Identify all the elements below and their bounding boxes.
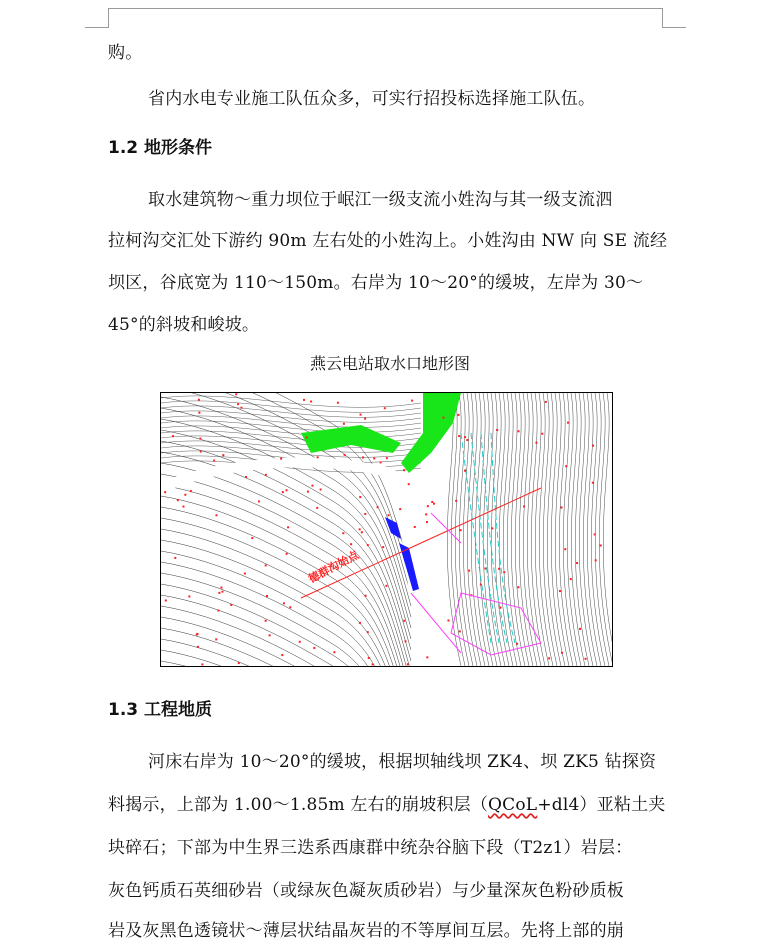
survey-point: [306, 436, 308, 438]
contour-line: [161, 595, 411, 666]
survey-point: [500, 607, 502, 609]
survey-point: [561, 506, 563, 508]
survey-point: [213, 460, 215, 462]
pink-features: [411, 513, 541, 655]
survey-point: [165, 599, 167, 601]
survey-point: [350, 543, 352, 545]
text-line: 45°的斜坡和峻坡。: [108, 315, 260, 335]
survey-point: [188, 595, 190, 597]
survey-point: [561, 652, 563, 654]
survey-point: [458, 435, 460, 437]
survey-point: [196, 634, 198, 636]
axis-line: [301, 488, 541, 598]
survey-point: [310, 401, 312, 403]
page-corner-left: [108, 8, 109, 28]
survey-point: [460, 529, 462, 531]
survey-point: [570, 578, 572, 580]
text-line: 河床右岸为 10～20°的缓坡，根据坝轴线坝 ZK4、坝 ZK5 钻探资: [148, 752, 657, 772]
survey-point: [367, 544, 369, 546]
survey-point: [380, 461, 382, 463]
survey-point: [303, 399, 305, 401]
survey-point: [585, 658, 587, 660]
survey-point: [403, 469, 405, 471]
survey-point: [177, 499, 179, 501]
survey-point: [484, 567, 486, 569]
page-corner-right: [662, 8, 663, 28]
survey-point: [411, 400, 413, 402]
survey-point: [517, 586, 519, 588]
survey-point: [283, 602, 285, 604]
text-line: 岩及灰黑色透镜状～薄层状结晶灰岩的不等厚间互层。先将上部的崩: [108, 921, 624, 941]
survey-point: [565, 465, 567, 467]
survey-point: [364, 513, 366, 515]
survey-point: [221, 591, 223, 593]
survey-point: [313, 647, 315, 649]
corner-tick-right: [663, 27, 686, 28]
section-heading-1-2: 1.2 地形条件: [108, 138, 213, 158]
survey-point: [307, 491, 309, 493]
survey-point: [343, 423, 345, 425]
survey-point: [458, 414, 460, 416]
text-line: 省内水电专业施工队伍众多，可实行招投标选择施工队伍。: [148, 89, 596, 109]
survey-point: [468, 570, 470, 572]
survey-point: [545, 401, 547, 403]
survey-point: [344, 454, 346, 456]
survey-point: [414, 526, 416, 528]
survey-point: [215, 514, 217, 516]
survey-point: [197, 646, 199, 648]
survey-point: [594, 533, 596, 535]
text-line: 灰色钙质石英细砂岩（或绿灰色凝灰质砂岩）与少量深灰色粉砂质板: [108, 881, 624, 901]
survey-point: [237, 403, 239, 405]
corner-tick-left: [85, 27, 108, 28]
survey-point: [567, 422, 569, 424]
pink-feature: [411, 513, 541, 655]
text-line: 拉柯沟交汇处下游约 90m 左右处的小姓沟上。小姓沟由 NW 向 SE 流经: [108, 231, 668, 251]
survey-point: [407, 663, 409, 665]
survey-point: [362, 456, 364, 458]
survey-point: [201, 663, 203, 665]
survey-point: [359, 622, 361, 624]
green-area: [401, 393, 461, 473]
contour-line: [161, 584, 411, 666]
survey-point: [559, 590, 561, 592]
survey-point: [523, 506, 525, 508]
survey-point: [447, 619, 449, 621]
survey-point: [359, 496, 361, 498]
contour-line: [161, 551, 411, 666]
contour-line: [161, 474, 411, 666]
survey-point: [182, 506, 184, 508]
text-line: [108, 790, 664, 815]
survey-point: [576, 562, 578, 564]
survey-point: [541, 433, 543, 435]
text-line: 取水建筑物～重力坝位于岷江一级支流小姓沟与其一级支流泗: [148, 190, 613, 210]
contour-line: [161, 485, 411, 666]
survey-point: [426, 521, 428, 523]
survey-point: [220, 587, 222, 589]
survey-point: [600, 544, 602, 546]
survey-point: [382, 546, 384, 548]
survey-point: [265, 474, 267, 476]
survey-point: [361, 531, 363, 533]
contour-line: [161, 452, 411, 666]
survey-point: [190, 490, 192, 492]
survey-point: [427, 505, 429, 507]
survey-point: [491, 527, 493, 529]
survey-point: [431, 501, 433, 503]
survey-point: [385, 585, 387, 587]
survey-point: [265, 620, 267, 622]
survey-point: [218, 592, 220, 594]
contour-line: [603, 393, 612, 666]
survey-point: [592, 482, 594, 484]
survey-point: [408, 483, 410, 485]
survey-point: [222, 454, 224, 456]
survey-point: [372, 663, 374, 665]
survey-point: [384, 407, 386, 409]
survey-point: [215, 638, 217, 640]
survey-point: [373, 457, 375, 459]
survey-point: [480, 583, 482, 585]
text-span: 料揭示，上部为 1.00～1.85m 左右的崩坡积层（: [108, 795, 489, 815]
survey-point: [311, 485, 313, 487]
survey-point: [174, 557, 176, 559]
survey-point: [289, 606, 291, 608]
survey-point: [317, 456, 319, 458]
survey-point: [245, 476, 247, 478]
survey-point: [164, 491, 166, 493]
survey-point: [198, 399, 200, 401]
section-heading-1-3: 1.3 工程地质: [108, 700, 213, 720]
survey-point: [442, 417, 444, 419]
survey-point: [399, 508, 401, 510]
contour-line: [161, 562, 411, 666]
survey-point: [217, 610, 219, 612]
survey-point: [496, 429, 498, 431]
survey-point: [367, 631, 369, 633]
survey-point: [240, 407, 242, 409]
survey-point: [238, 662, 240, 664]
survey-point: [516, 643, 518, 645]
survey-point: [235, 393, 237, 395]
survey-point: [359, 528, 361, 530]
survey-point: [269, 634, 271, 636]
survey-point: [172, 435, 174, 437]
survey-point: [564, 548, 566, 550]
topographic-map-svg: [161, 393, 612, 666]
text-span: +dl4）亚粘土夹: [537, 795, 666, 815]
survey-point: [425, 513, 427, 515]
text-line: 块碎石；下部为中生界三迭系西康群中统杂谷脑下段（T2z1）岩层：: [108, 838, 633, 858]
survey-point: [320, 489, 322, 491]
survey-point: [251, 537, 253, 539]
contour-line: [161, 529, 411, 666]
survey-point: [200, 450, 202, 452]
survey-point: [265, 564, 267, 566]
survey-point: [592, 445, 594, 447]
survey-point: [199, 438, 201, 440]
survey-point: [518, 430, 520, 432]
survey-point: [244, 573, 246, 575]
survey-point: [360, 414, 362, 416]
survey-point: [386, 457, 388, 459]
survey-point: [258, 500, 260, 502]
survey-point: [498, 568, 500, 570]
survey-point: [459, 630, 461, 632]
survey-point: [342, 532, 344, 534]
figure-caption: 燕云电站取水口地形图: [309, 354, 470, 373]
contour-lines: [161, 393, 612, 666]
survey-point: [184, 494, 186, 496]
page-header-rule: [108, 8, 663, 9]
survey-point: [333, 651, 335, 653]
survey-points: [164, 393, 602, 665]
text-line: 购。: [108, 43, 143, 63]
survey-point: [280, 458, 282, 460]
stream-line: [461, 433, 491, 643]
survey-point: [404, 640, 406, 642]
contour-line: [161, 518, 411, 666]
survey-point: [403, 620, 405, 622]
survey-point: [464, 470, 466, 472]
survey-point: [433, 503, 435, 505]
survey-point: [281, 654, 283, 656]
survey-point: [426, 656, 428, 658]
survey-point: [299, 641, 301, 643]
survey-point: [464, 436, 466, 438]
survey-point: [286, 553, 288, 555]
text-line: 坝区，谷底宽为 110～150m。右岸为 10～20°的缓坡，左岸为 30～: [108, 273, 644, 293]
survey-point: [503, 571, 505, 573]
survey-point: [595, 559, 597, 561]
survey-point: [377, 506, 379, 508]
survey-point: [466, 439, 468, 441]
survey-point: [287, 526, 289, 528]
survey-point: [368, 657, 370, 659]
survey-point: [548, 657, 550, 659]
survey-point: [282, 491, 284, 493]
topographic-map: [160, 392, 613, 667]
survey-point: [455, 500, 457, 502]
survey-point: [388, 514, 390, 516]
survey-point: [337, 402, 339, 404]
survey-point: [579, 628, 581, 630]
survey-point: [266, 595, 268, 597]
contour-line: [161, 397, 411, 617]
survey-point: [286, 489, 288, 491]
formula-qcol: QCoL: [488, 795, 538, 815]
contour-line: [161, 606, 411, 666]
survey-point: [198, 412, 200, 414]
contour-line: [161, 396, 421, 407]
survey-point: [230, 604, 232, 606]
survey-point: [364, 418, 366, 420]
survey-point: [365, 595, 367, 597]
survey-point: [535, 442, 537, 444]
map-label: 德群沟始点: [306, 548, 361, 586]
survey-point: [316, 507, 318, 509]
